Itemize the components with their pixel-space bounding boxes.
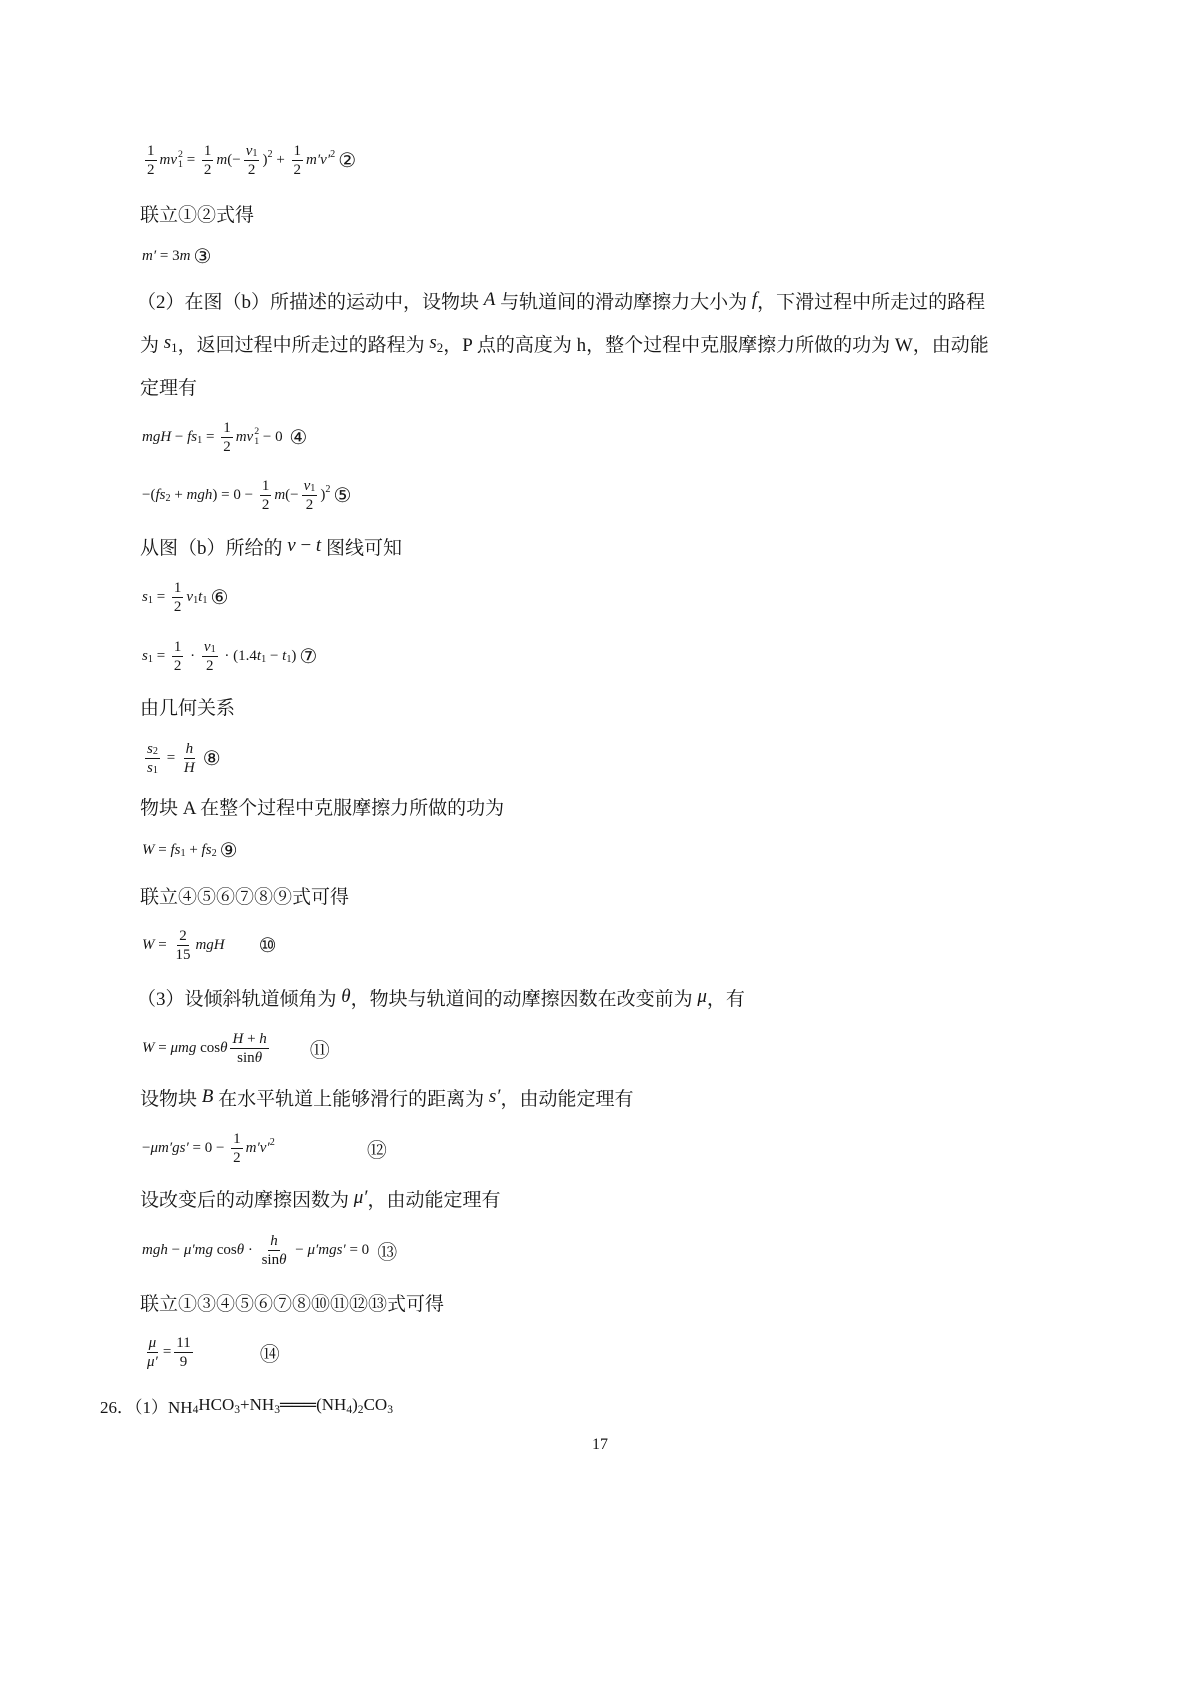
fraction-denominator (145, 759, 160, 777)
subscript: 1 (202, 595, 208, 607)
math-variable: μ′mgs′ (307, 1241, 346, 1258)
text-run: − (167, 1241, 184, 1258)
fraction-denominator (172, 657, 184, 675)
text-run: ，物块与轨道间的动摩擦因数在改变前为 (350, 988, 698, 1010)
text-run: 在水平轨道上能够滑行的距离为 (213, 1088, 489, 1110)
subscript: 3 (387, 1402, 393, 1416)
fraction (174, 1334, 192, 1371)
math-variable: H (232, 1030, 244, 1047)
fraction-denominator (182, 759, 197, 777)
text-run: 2 (173, 598, 182, 615)
text-run: 图线可知 (321, 537, 402, 559)
equation-8 (142, 736, 221, 780)
fraction (260, 477, 272, 514)
text-run: 1 (173, 638, 182, 655)
math-variable: s (147, 740, 153, 757)
text-run: ) (320, 486, 326, 503)
math-variable: A (483, 289, 496, 310)
fraction (202, 142, 214, 179)
math-variable: m′v′ (306, 151, 331, 168)
fraction-numerator (147, 1334, 159, 1353)
equation-3 (142, 234, 211, 278)
text-run: = (162, 1343, 172, 1360)
subscript: 2 (436, 339, 444, 355)
math-variable: μmg (170, 1039, 197, 1056)
text-line (140, 1280, 444, 1324)
math-variable: mgh (142, 1241, 168, 1258)
subscript: 1 (193, 595, 199, 607)
text-run: = (152, 647, 169, 664)
text-run: 2 (305, 496, 314, 513)
equation-number: ② (338, 148, 357, 172)
fraction-numerator (174, 1334, 192, 1353)
text-run: +NH (240, 1395, 275, 1414)
math-variable: h (185, 740, 194, 757)
superscript: 2 (178, 148, 183, 160)
equation-11 (142, 1026, 330, 1070)
equation-number: ⑥ (210, 585, 229, 609)
math-variable: H (183, 759, 195, 776)
math-variable: mv (159, 151, 177, 168)
superscript: 2 (254, 425, 260, 437)
paragraph-part2-line-1 (137, 278, 985, 322)
text-run: ) (262, 151, 268, 168)
equation-number: ④ (289, 425, 308, 449)
text-run: + (272, 151, 289, 168)
text-run: CO (363, 1395, 388, 1414)
math-variable: t (198, 588, 203, 605)
subscript: 2 (357, 1402, 364, 1416)
subscript: 2 (152, 746, 158, 758)
subscript: 1 (197, 435, 203, 447)
text-run: 1 (173, 579, 182, 596)
math-variable: mv (235, 428, 254, 445)
text-run: − (295, 535, 316, 556)
equation-number: ⑦ (299, 644, 318, 668)
text-run: 2 (179, 927, 187, 944)
text-run: 1 (203, 142, 212, 159)
fraction-denominator (304, 496, 316, 514)
text-run: − (291, 1241, 308, 1258)
fraction-denominator (178, 1353, 190, 1371)
equation-5 (142, 473, 351, 517)
text-run: ═══ (279, 1395, 317, 1414)
math-variable: W (142, 1039, 155, 1056)
text-run: − (266, 647, 283, 664)
text-run: + (243, 1030, 260, 1047)
math-variable: t (256, 647, 262, 664)
text-run: 15 (175, 946, 191, 963)
fraction-numerator (244, 142, 260, 161)
text-run: 2 (261, 496, 270, 513)
text-run: 为 (140, 334, 164, 356)
text-run: 设改变后的动摩擦因数为 (140, 1189, 354, 1211)
fraction-denominator (221, 438, 233, 456)
math-variable: μ (697, 986, 707, 1007)
text-run: cos (196, 1039, 221, 1056)
fraction-numerator (230, 1030, 268, 1049)
subscript: 4 (346, 1402, 353, 1416)
fraction (292, 142, 304, 179)
text-run: = (154, 936, 171, 953)
text-run: 联立①③④⑤⑥⑦⑧⑩⑪⑫⑬式可得 (140, 1293, 445, 1315)
equation-9 (142, 828, 238, 872)
math-variable: W (142, 841, 155, 858)
fraction-numerator (145, 740, 160, 759)
text-run: − (142, 1139, 151, 1156)
text-run: ，由动能定理有 (367, 1189, 501, 1211)
text-run: 2 (206, 657, 214, 674)
subscript: 1 (210, 644, 216, 656)
math-variable: h (270, 1232, 278, 1249)
superscript: 2 (269, 1137, 275, 1149)
text-run: = (152, 588, 169, 605)
text-run: 1 (233, 1130, 241, 1147)
text-run: · (186, 647, 199, 664)
text-run: = 3 (156, 247, 180, 264)
fraction-denominator (231, 1149, 243, 1167)
math-variable: fs (187, 428, 198, 445)
fraction (182, 740, 197, 777)
text-run: 2 (293, 161, 302, 178)
text-run: = 0 − (188, 1139, 229, 1156)
math-variable: t (282, 647, 287, 664)
text-run: + (185, 841, 202, 858)
text-run: 由几何关系 (140, 697, 236, 719)
fraction-denominator (260, 1251, 289, 1269)
text-run: （2）在图（b）所描述的运动中，设物块 (137, 291, 484, 313)
math-variable: B (201, 1086, 214, 1107)
math-variable: fs (155, 486, 166, 503)
fraction (145, 1334, 160, 1371)
fraction (172, 579, 184, 616)
text-run: 2 (247, 161, 256, 178)
math-variable: h (259, 1030, 267, 1047)
subscript: 1 (252, 148, 258, 160)
equation-number: ⑫ (366, 1137, 387, 1162)
text-run: −( (142, 486, 156, 503)
math-variable: fs (201, 841, 212, 858)
subscript: 1 (147, 654, 153, 666)
equation-7 (142, 634, 317, 678)
subscript: 2 (165, 493, 171, 505)
fraction-numerator (221, 419, 233, 438)
fraction-numerator (260, 477, 272, 496)
subscript: 1 (261, 654, 267, 666)
equation-number: ⑧ (202, 746, 221, 770)
text-line (140, 784, 504, 828)
text-run: 2 (173, 657, 182, 674)
fraction-denominator (173, 946, 192, 964)
math-variable: m (179, 247, 191, 264)
math-variable: v (245, 142, 253, 159)
fraction-denominator (145, 161, 157, 179)
math-variable: t (315, 535, 322, 556)
subscript: 2 (211, 848, 217, 860)
fraction-numerator (202, 638, 218, 657)
text-run: 2 (203, 161, 212, 178)
fraction-numerator (202, 142, 214, 161)
text-run: (NH (316, 1395, 347, 1414)
fraction (145, 740, 160, 777)
text-line (140, 1075, 633, 1119)
math-variable: fs (170, 841, 181, 858)
text-run: 26．（1）NH (100, 1397, 193, 1417)
text-line (140, 873, 349, 917)
fraction-denominator (292, 161, 304, 179)
fraction (260, 1232, 289, 1269)
fraction (145, 142, 157, 179)
subscript: 3 (234, 1402, 241, 1416)
math-variable: θ (236, 1241, 245, 1258)
fraction-denominator (172, 598, 184, 616)
math-variable: f (751, 289, 758, 310)
fraction-numerator (231, 1130, 243, 1149)
text-run: ，返回过程中所走过的路程为 (177, 334, 430, 356)
text-run: ) (352, 1395, 358, 1414)
superscript: 2 (330, 149, 336, 161)
equation-13 (142, 1228, 397, 1272)
subscript: 1 (310, 483, 316, 495)
text-run: − 0 (259, 428, 287, 445)
fraction (173, 927, 192, 964)
math-variable: v (303, 477, 311, 494)
text-run: 1 (147, 142, 155, 159)
math-variable: mgH (195, 936, 225, 953)
paragraph-part2-line-2 (140, 321, 989, 365)
math-variable: s (163, 332, 172, 353)
text-run: 2 (223, 438, 231, 455)
fraction-numerator (172, 638, 184, 657)
text-run: = (162, 749, 179, 766)
text-run: （3）设倾斜轨道倾角为 (137, 988, 342, 1010)
math-variable: v (203, 638, 211, 655)
equation-6 (142, 575, 228, 619)
fraction-numerator (292, 142, 304, 161)
equation-number: ⑩ (258, 933, 277, 957)
paragraph-part3 (137, 975, 745, 1019)
text-run: · (244, 1241, 257, 1258)
text-run: 11 (176, 1334, 191, 1351)
subscript: 1 (171, 339, 178, 355)
equation-number: ⑬ (377, 1239, 398, 1264)
equation-10 (142, 923, 277, 967)
text-run: 1 (293, 142, 302, 159)
text-run: = 0 (345, 1241, 370, 1258)
subscript: 3 (274, 1402, 280, 1416)
subscript: 1 (152, 765, 158, 777)
text-run: 定理有 (140, 377, 198, 399)
equation-12 (142, 1126, 387, 1170)
fraction-denominator (204, 657, 216, 675)
text-run: ，P 点的高度为 h，整个过程中克服摩擦力所做的功为 W，由动能 (443, 334, 989, 356)
text-run: sin (261, 1251, 280, 1268)
superscript: 2 (325, 484, 331, 496)
math-variable: m (216, 151, 228, 168)
fraction-numerator (268, 1232, 280, 1251)
text-line (140, 1176, 500, 1220)
fraction (172, 638, 184, 675)
math-variable: s (142, 647, 148, 664)
equation-number: ⑤ (333, 483, 352, 507)
math-variable: μ′ (147, 1353, 158, 1370)
subscript: 1 (147, 595, 153, 607)
text-line (140, 191, 254, 235)
fraction-denominator (246, 161, 258, 179)
fraction-numerator (177, 927, 189, 946)
text-run: 1 (223, 419, 231, 436)
paragraph-part2-line-3 (140, 364, 197, 408)
math-variable: θ (220, 1039, 228, 1056)
text-run: (− (285, 486, 299, 503)
math-variable: μ (148, 1334, 157, 1351)
subscript: 1 (178, 159, 183, 170)
text-run: 与轨道间的滑动摩擦力大小为 (495, 291, 752, 313)
text-line (140, 684, 235, 728)
text-run: 设物块 (140, 1088, 202, 1110)
text-run: 1 (261, 477, 270, 494)
text-run: = (154, 841, 171, 858)
text-run: 物块 A 在整个过程中克服摩擦力所做的功为 (140, 797, 505, 819)
text-run: ) = 0 − (212, 486, 257, 503)
math-variable: mgh (186, 486, 213, 503)
fraction (231, 1130, 243, 1167)
text-run: 2 (147, 161, 155, 178)
question-26-answer (100, 1383, 393, 1427)
math-variable: s (429, 332, 437, 353)
math-variable: θ (341, 986, 351, 1007)
fraction-numerator (172, 579, 184, 598)
subscript: 4 (192, 1402, 199, 1416)
subscript: 1 (180, 848, 186, 860)
fraction (244, 142, 260, 179)
text-run: = (154, 1039, 171, 1056)
equation-number: ⑭ (259, 1341, 280, 1366)
text-run: 联立④⑤⑥⑦⑧⑨式可得 (140, 886, 350, 908)
fraction-numerator (302, 477, 318, 496)
math-variable: s (147, 759, 153, 776)
math-variable: mgH (142, 428, 172, 445)
text-run: + (170, 486, 187, 503)
math-variable: m′ (142, 247, 157, 264)
math-variable: s (142, 588, 148, 605)
text-run: · (1.4 (220, 647, 257, 664)
fraction-denominator (235, 1049, 264, 1067)
equation-number: ⑨ (219, 838, 238, 862)
text-run: ，有 (706, 988, 745, 1010)
equation-14 (142, 1330, 280, 1374)
text-run: ，下滑过程中所走过的路程 (757, 291, 986, 313)
fraction-denominator (260, 496, 272, 514)
fraction-numerator (184, 740, 196, 759)
math-variable: θ (279, 1251, 287, 1268)
math-variable: W (142, 936, 155, 953)
text-run: ，由动能定理有 (500, 1088, 634, 1110)
text-run: 2 (233, 1149, 241, 1166)
text-run: sin (237, 1049, 255, 1066)
math-variable: s′ (488, 1086, 501, 1107)
fraction (230, 1030, 268, 1067)
equation-number: ⑪ (309, 1037, 330, 1062)
math-variable: μ′ (353, 1187, 368, 1208)
equation-number: ③ (193, 244, 212, 268)
equation-4 (142, 415, 307, 459)
subscript: 1 (254, 436, 260, 447)
equation-2 (142, 138, 356, 182)
math-variable: m (274, 486, 286, 503)
fraction (221, 419, 233, 456)
fraction-denominator (202, 161, 214, 179)
fraction (202, 638, 218, 675)
page-number: 17 (592, 1436, 608, 1453)
text-run: cos (212, 1241, 237, 1258)
text-run: 联立①②式得 (140, 204, 255, 226)
math-variable: μm′gs′ (150, 1139, 189, 1156)
fraction (302, 477, 318, 514)
math-variable: θ (254, 1049, 263, 1066)
text-run: 从图（b）所给的 (140, 537, 288, 559)
text-run: (− (227, 151, 241, 168)
fraction-numerator (145, 142, 157, 161)
math-variable: m′v′ (245, 1139, 270, 1156)
superscript: 2 (267, 149, 273, 161)
math-variable: v (287, 535, 296, 556)
math-variable: v (186, 588, 194, 605)
text-run: ) (291, 647, 297, 664)
subscript: 1 (286, 654, 292, 666)
text-run: 9 (179, 1353, 188, 1370)
text-line (140, 524, 402, 568)
fraction-denominator (145, 1353, 160, 1371)
text-run: − (171, 428, 188, 445)
text-run: = (182, 151, 199, 168)
math-variable: μ′mg (183, 1241, 213, 1258)
text-run: HCO (198, 1395, 235, 1414)
text-run: = (202, 428, 219, 445)
